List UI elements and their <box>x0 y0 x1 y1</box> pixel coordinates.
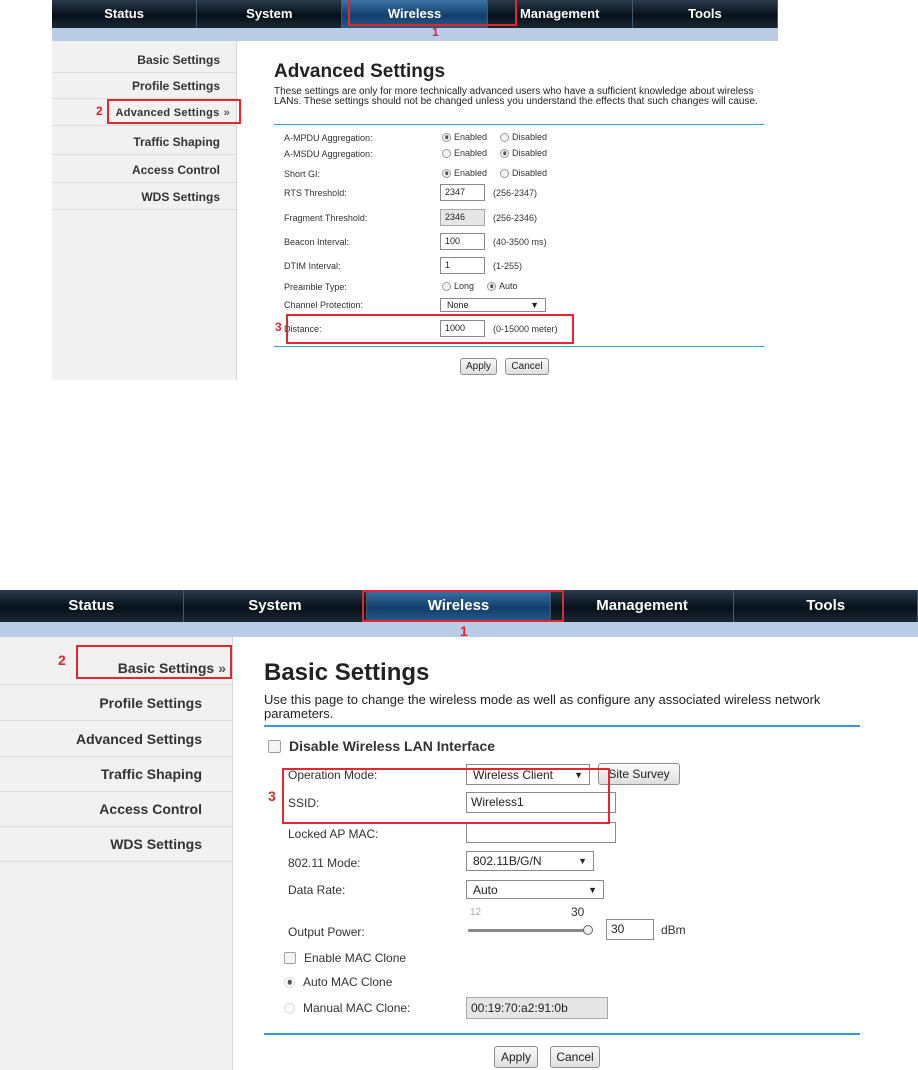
beacon-label: Beacon Interval: <box>284 237 350 247</box>
data-rate-value: Auto <box>473 882 498 897</box>
ssid-label: SSID: <box>288 796 320 810</box>
sidebar-item-profile-settings[interactable] <box>0 685 232 721</box>
chevron-right-icon: » <box>218 660 226 676</box>
distance-range: (0-15000 meter) <box>493 323 558 334</box>
locked-ap-input[interactable] <box>466 822 616 843</box>
sub-header-strip <box>0 622 918 637</box>
dropdown-caret-icon: ▼ <box>588 884 597 895</box>
highlight-opmode-ssid <box>282 768 610 824</box>
channel-protection-select[interactable] <box>440 298 546 312</box>
preamble-label: Preamble Type: <box>284 282 347 292</box>
sidebar-item-label: WDS Settings <box>110 836 202 852</box>
callout-number: 3 <box>275 320 282 334</box>
button-bar <box>460 358 549 375</box>
dtim-range: (1-255) <box>493 260 523 271</box>
manual-mac-clone-option <box>284 1001 410 1015</box>
mode-select[interactable] <box>466 851 594 871</box>
channel-protection-value: None <box>447 300 469 310</box>
sidebar-item-label: Advanced Settings <box>115 107 220 119</box>
sidebar-item-label: Profile Settings <box>99 695 202 711</box>
tab-wireless[interactable]: Wireless <box>367 590 551 622</box>
page-description: Use this page to change the wireless mode as well as configure any associated wireless network parameters. <box>264 692 821 721</box>
amsdu-disabled-radio[interactable] <box>500 149 509 158</box>
ampdu-enabled-label: Enabled <box>454 132 488 142</box>
preamble-options <box>442 281 518 291</box>
highlight-advanced-settings <box>107 99 241 124</box>
fragment-label: Fragment Threshold: <box>284 213 368 223</box>
tab-management[interactable]: Management <box>551 590 735 622</box>
rts-input[interactable]: 2347 <box>440 184 485 201</box>
dropdown-caret-icon: ▼ <box>530 300 539 310</box>
preamble-long-radio[interactable] <box>442 282 451 291</box>
power-unit: dBm <box>661 923 686 937</box>
manual-mac-clone-label: Manual MAC Clone: <box>303 1001 411 1015</box>
channel-protection-row <box>274 298 766 314</box>
highlight-wireless-tab <box>362 590 564 622</box>
sidebar-item-profile-settings[interactable] <box>52 73 236 99</box>
output-power-input[interactable]: 30 <box>606 919 654 940</box>
beacon-range: (40-3500 ms) <box>493 236 547 247</box>
tab-status[interactable]: Status <box>0 590 184 622</box>
sidebar-item-label: Basic Settings <box>117 660 215 676</box>
dtim-label: DTIM Interval: <box>284 261 341 271</box>
preamble-auto-label: Auto <box>499 281 518 291</box>
highlight-basic-settings <box>76 645 232 679</box>
operation-mode-value: Wireless Client <box>473 767 554 782</box>
locked-ap-label: Locked AP MAC: <box>288 827 379 841</box>
amsdu-row <box>274 147 766 163</box>
ampdu-disabled-radio[interactable] <box>500 133 509 142</box>
tab-tools[interactable]: Tools <box>734 590 918 622</box>
short-gi-options <box>442 168 547 178</box>
fragment-input[interactable]: 2346 <box>440 209 485 226</box>
manual-mac-clone-radio[interactable] <box>284 1003 295 1014</box>
operation-mode-label: Operation Mode: <box>288 768 378 782</box>
callout-number: 3 <box>268 788 276 804</box>
rts-control <box>440 184 537 201</box>
sidebar-item-label: Basic Settings <box>137 53 220 67</box>
manual-mac-input[interactable]: 00:19:70:a2:91:0b <box>466 997 608 1019</box>
channel-protection-label: Channel Protection: <box>284 300 364 310</box>
short-gi-enabled-label: Enabled <box>454 168 488 178</box>
power-min-label: 12 <box>470 907 482 918</box>
output-power-slider[interactable] <box>468 929 586 932</box>
auto-mac-clone-radio[interactable] <box>284 977 295 988</box>
disable-wlan-checkbox[interactable] <box>268 740 281 753</box>
callout-number: 2 <box>58 652 66 668</box>
rts-row <box>274 184 766 204</box>
ampdu-options <box>442 132 547 142</box>
beacon-control <box>440 233 547 250</box>
data-rate-label: Data Rate: <box>288 883 346 897</box>
sidebar-item-basic-settings[interactable] <box>52 47 236 73</box>
divider <box>264 725 860 727</box>
slider-handle[interactable] <box>583 925 593 935</box>
sidebar-item-label: Access Control <box>99 801 202 817</box>
sidebar-item-label: Access Control <box>131 163 220 177</box>
auto-mac-clone-row <box>284 975 392 989</box>
short-gi-row <box>274 167 766 183</box>
disable-wlan-row <box>268 738 495 754</box>
site-survey-button[interactable]: Site Survey <box>598 763 680 785</box>
dropdown-caret-icon: ▼ <box>574 769 583 780</box>
sub-header-strip <box>52 28 778 41</box>
tab-system[interactable]: System <box>197 0 342 28</box>
advanced-settings-screenshot <box>52 0 778 380</box>
sidebar-item-access-control[interactable] <box>52 157 236 183</box>
auto-mac-clone-label: Auto MAC Clone <box>303 975 393 989</box>
page-description: These settings are only for more technically advanced users who have a sufficient knowledge about wireless LANs. These settings should not be changed unless you understand the effects that such changes will cause. <box>274 86 758 107</box>
preamble-row <box>274 280 766 296</box>
sidebar-item-label: Profile Settings <box>131 79 220 93</box>
button-bar <box>494 1046 600 1068</box>
sidebar-item-advanced-settings[interactable] <box>0 721 232 757</box>
sidebar-item-access-control[interactable] <box>0 792 232 827</box>
fragment-control <box>440 209 537 226</box>
fragment-row <box>274 209 766 229</box>
ampdu-row <box>274 131 766 147</box>
short-gi-label: Short GI: <box>284 169 321 179</box>
amsdu-enabled-label: Enabled <box>454 148 488 158</box>
apply-button[interactable]: Apply <box>460 358 497 375</box>
ssid-input[interactable]: Wireless1 <box>466 792 616 813</box>
rts-range: (256-2347) <box>493 187 538 198</box>
tab-status[interactable]: Status <box>52 0 197 28</box>
amsdu-enabled-radio[interactable] <box>442 149 451 158</box>
sidebar-item-wds-settings[interactable] <box>52 184 236 210</box>
basic-settings-screenshot <box>0 590 918 1070</box>
preamble-auto-radio[interactable] <box>487 282 496 291</box>
callout-number: 2 <box>96 104 103 118</box>
amsdu-disabled-label: Disabled <box>512 148 548 158</box>
preamble-long-label: Long <box>454 281 475 291</box>
tab-wireless[interactable]: Wireless <box>342 0 487 28</box>
highlight-wireless-tab <box>348 0 517 26</box>
enable-mac-clone-row <box>284 951 406 965</box>
cancel-button[interactable]: Cancel <box>550 1046 600 1068</box>
sidebar <box>0 637 233 1070</box>
data-rate-row <box>264 877 864 901</box>
ampdu-label: A-MPDU Aggregation: <box>284 133 373 143</box>
data-rate-select[interactable] <box>466 880 604 899</box>
sidebar-item-label: Traffic Shaping <box>100 766 202 782</box>
amsdu-label: A-MSDU Aggregation: <box>284 149 373 159</box>
output-power-label: Output Power: <box>288 925 365 939</box>
disable-wlan-label: Disable Wireless LAN Interface <box>289 738 496 754</box>
short-gi-enabled-radio[interactable] <box>442 169 451 178</box>
distance-input[interactable]: 1000 <box>440 320 485 337</box>
sidebar-item-label: WDS Settings <box>141 190 220 204</box>
divider <box>274 124 764 125</box>
enable-mac-clone-checkbox[interactable] <box>284 952 296 964</box>
tab-system[interactable]: System <box>184 590 368 622</box>
sidebar-item-label: Traffic Shaping <box>133 135 220 149</box>
short-gi-disabled-label: Disabled <box>512 168 548 178</box>
tab-management[interactable]: Management <box>488 0 633 28</box>
cancel-button[interactable]: Cancel <box>505 358 549 375</box>
callout-number: 1 <box>432 25 439 39</box>
sidebar-item-label: Advanced Settings <box>75 731 202 747</box>
page-title: Basic Settings <box>264 659 430 686</box>
mode-row <box>264 847 864 871</box>
fragment-range: (256-2346) <box>493 212 538 223</box>
mode-label: 802.11 Mode: <box>288 856 361 870</box>
ampdu-disabled-label: Disabled <box>512 132 548 142</box>
short-gi-disabled-radio[interactable] <box>500 169 509 178</box>
divider <box>274 346 764 347</box>
mode-value: 802.11B/G/N <box>473 854 542 868</box>
power-max-label: 30 <box>571 905 585 919</box>
divider <box>264 1033 860 1035</box>
chevron-right-icon: » <box>223 107 230 119</box>
output-power-row <box>264 905 864 941</box>
page-title: Advanced Settings <box>274 61 446 82</box>
sidebar <box>52 41 237 380</box>
dtim-input[interactable]: 1 <box>440 257 485 274</box>
apply-button[interactable]: Apply <box>494 1046 538 1068</box>
manual-mac-clone-row <box>264 995 864 1021</box>
sidebar-item-wds-settings[interactable] <box>0 827 232 862</box>
dropdown-caret-icon: ▼ <box>578 856 587 866</box>
ampdu-enabled-radio[interactable] <box>442 133 451 142</box>
beacon-input[interactable]: 100 <box>440 233 485 250</box>
rts-label: RTS Threshold: <box>284 188 347 198</box>
sidebar-item-traffic-shaping[interactable] <box>0 757 232 792</box>
beacon-row <box>274 233 766 253</box>
dtim-control <box>440 257 522 274</box>
tab-tools[interactable]: Tools <box>633 0 778 28</box>
callout-number: 1 <box>460 623 468 639</box>
sidebar-item-traffic-shaping[interactable] <box>52 129 236 155</box>
highlight-distance <box>286 314 574 344</box>
distance-label: Distance: <box>284 324 322 334</box>
amsdu-options <box>442 148 547 158</box>
basic-content <box>264 637 864 1070</box>
dtim-row <box>274 257 766 277</box>
enable-mac-clone-label: Enable MAC Clone <box>304 951 407 965</box>
